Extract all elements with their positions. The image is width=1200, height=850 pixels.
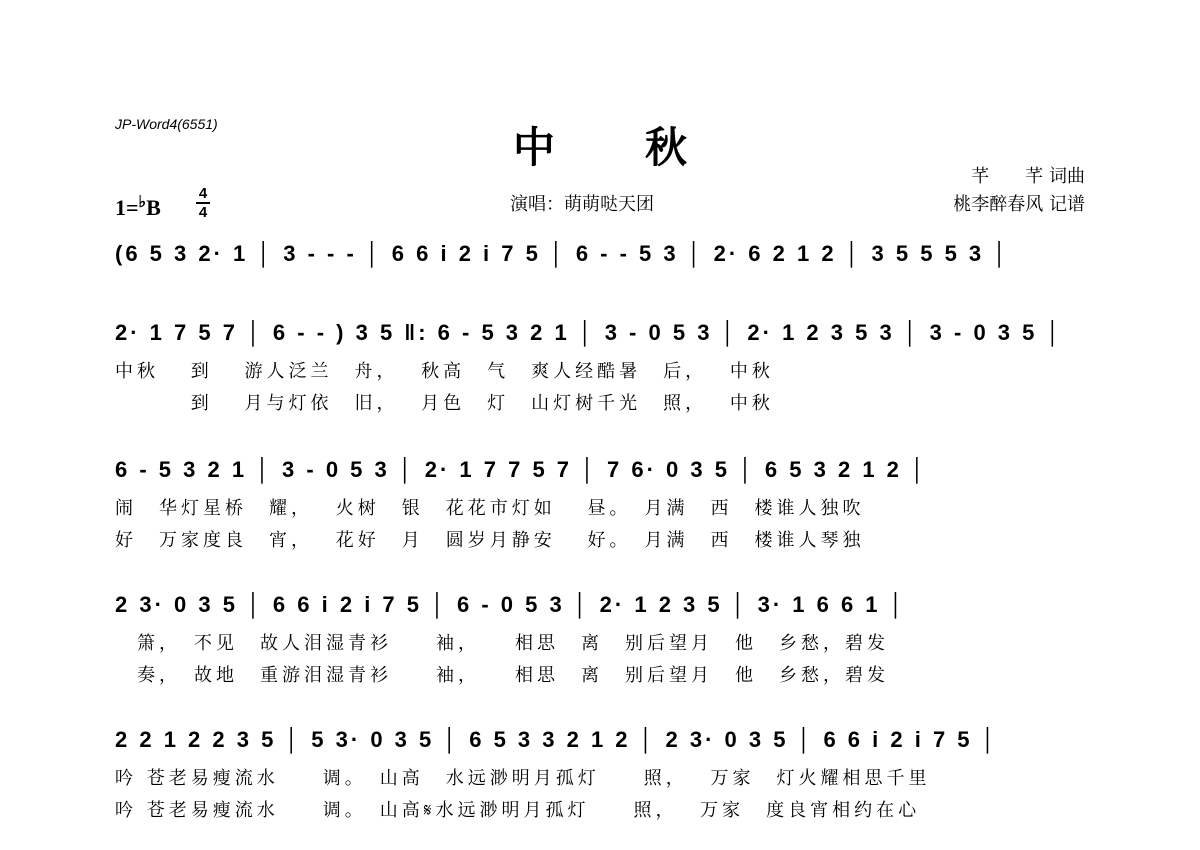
- lyric-verse-2: 到 月与灯依 旧， 月色 灯 山灯树千光 照， 中秋: [115, 393, 774, 414]
- time-signature: [193, 186, 213, 220]
- notes-row: 2· 1 7 5 7 │ 6 - - ) 3 5 ‖: 6 - 5 3 2 1 │ 3 - 0 5 3 │ 2· 1 2 3 5 3 │ 3 - 0 3 5 │: [115, 320, 1064, 345]
- key-prefix: 1=: [115, 195, 139, 220]
- composer-credit: 芊 芊 词曲: [971, 166, 1085, 187]
- lyric-verse-1: 箫， 不见 故人泪湿青衫 袖， 相思 离 别后望月 他 乡愁，碧发: [115, 633, 889, 654]
- lyric-verse-1: 中秋 到 游人泛兰 舟， 秋高 气 爽人经酷暑 后， 中秋: [115, 361, 774, 382]
- time-signature-top: 4: [198, 185, 208, 202]
- lyric-verse-2: 奏， 故地 重游泪湿青衫 袖， 相思 离 别后望月 他 乡愁，碧发: [115, 665, 889, 686]
- lyric-verse-2: 吟 苍老易瘦流水 调。 山高𝄋水远渺明月孤灯 照， 万家 度良宵相约在心: [115, 800, 921, 821]
- lyric-verse-2: 好 万家度良 宵， 花好 月 圆岁月静安 好。 月满 西 楼谁人琴独: [115, 530, 865, 551]
- score-line: [115, 236, 1090, 272]
- notes-row: (6 5 3 2· 1 │ 3 - - - │ 6 6 i 2 i 7 5 │ 6 - - 5 3 │ 2· 6 2 1 2 │ 3 5 5 5 3 │: [115, 241, 1011, 266]
- song-title: 中秋: [512, 123, 777, 172]
- singer-credit: 演唱：萌萌哒天团: [510, 194, 654, 215]
- notes-row: 2 2 1 2 2 3 5 │ 5 3· 0 3 5 │ 6 5 3 3 2 1 2 │ 2 3· 0 3 5 │ 6 6 i 2 i 7 5 │: [115, 727, 999, 752]
- score-line: [115, 587, 1090, 689]
- notes-row: 6 - 5 3 2 1 │ 3 - 0 5 3 │ 2· 1 7 7 5 7 │ 7 6· 0 3 5 │ 6 5 3 2 1 2 │: [115, 457, 928, 482]
- time-signature-bottom: 4: [198, 204, 208, 221]
- score-line: [115, 722, 1090, 824]
- key-signature: [115, 192, 161, 221]
- software-label: JP-Word4(6551): [115, 116, 218, 132]
- notes-row: 2 3· 0 3 5 │ 6 6 i 2 i 7 5 │ 6 - 0 5 3 │ 2· 1 2 3 5 │ 3· 1 6 6 1 │: [115, 592, 907, 617]
- transcriber-credit: 桃李醉春风 记谱: [953, 194, 1085, 215]
- score-line: [115, 452, 1090, 554]
- lyric-verse-1: 闹 华灯星桥 耀， 火树 银 花花市灯如 昼。 月满 西 楼谁人独吹: [115, 498, 865, 519]
- score-line: [115, 315, 1090, 417]
- key-note: B: [146, 195, 161, 220]
- lyric-verse-1: 吟 苍老易瘦流水 调。 山高 水远渺明月孤灯 照， 万家 灯火耀相思千里: [115, 768, 931, 789]
- flat-sign: ♭: [138, 194, 147, 211]
